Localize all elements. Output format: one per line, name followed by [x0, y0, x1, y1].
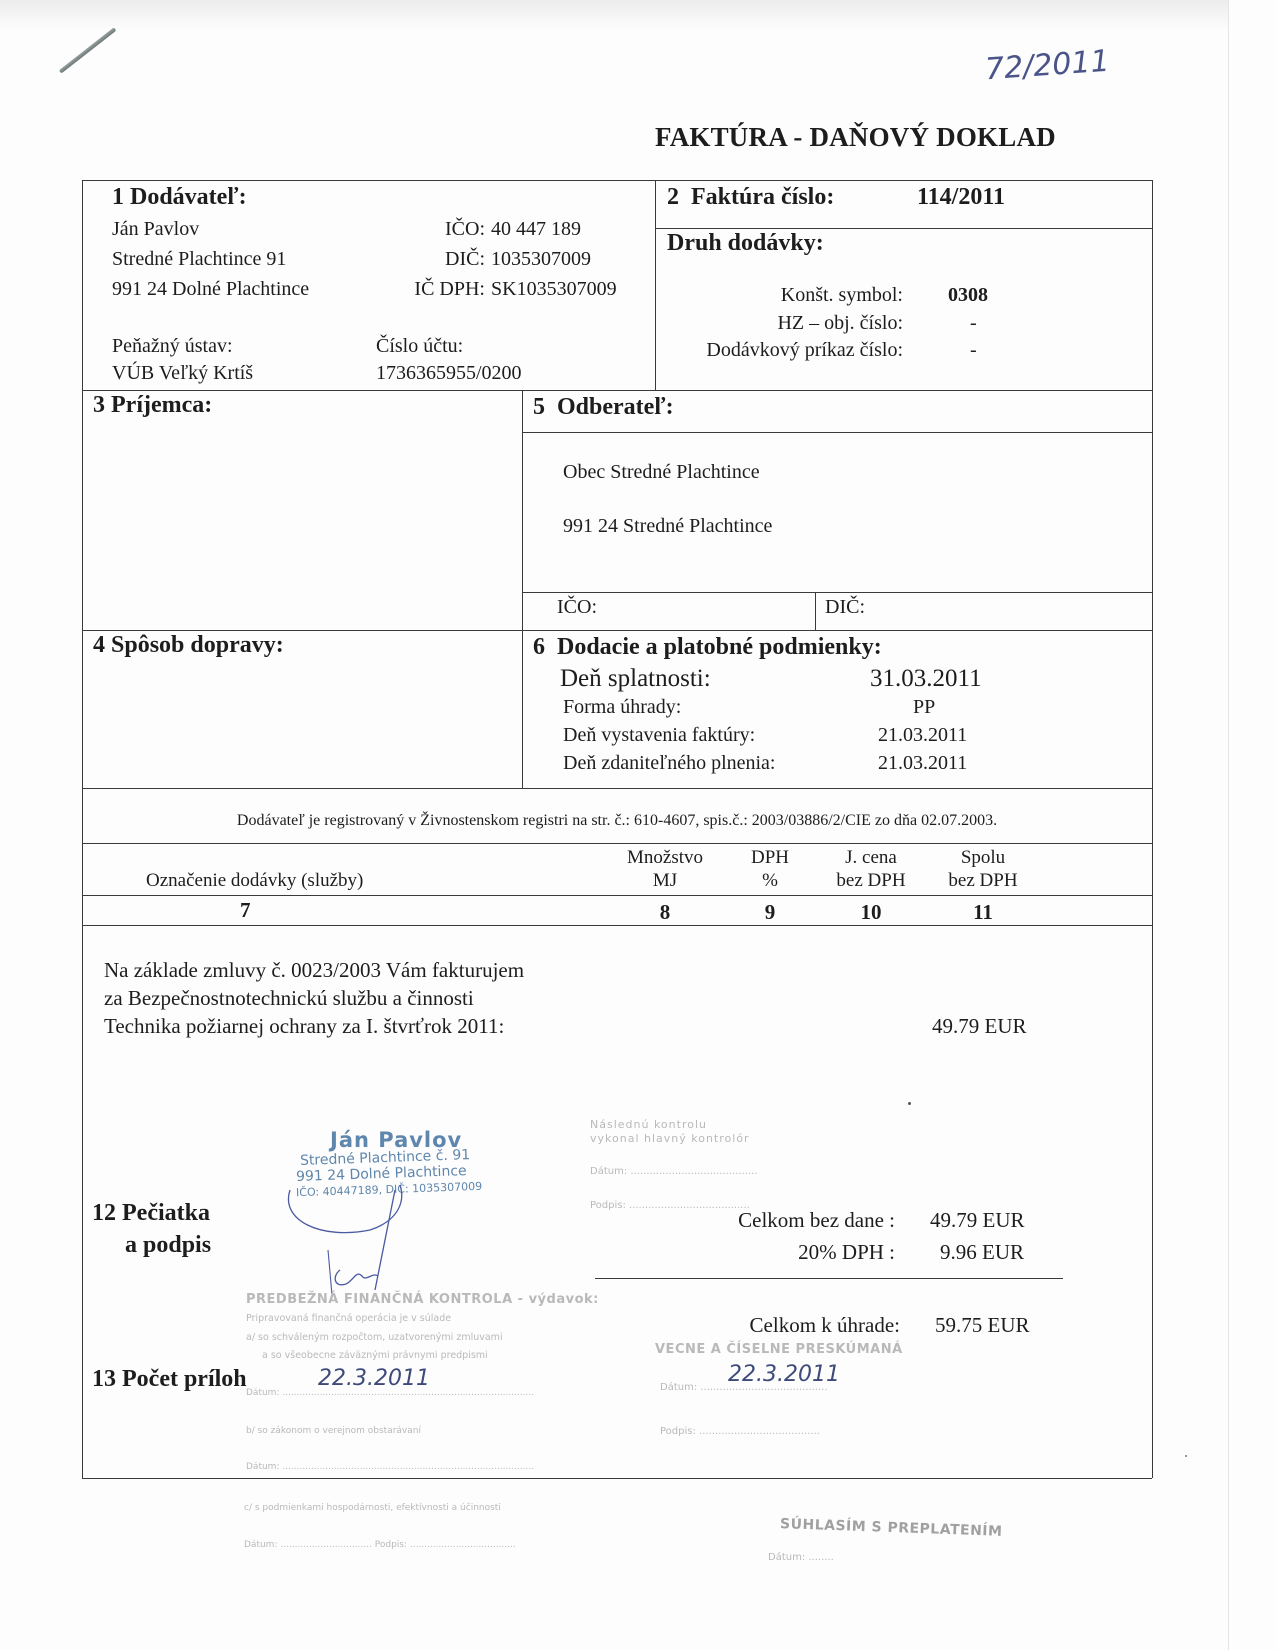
- signature-icon: [280, 1180, 430, 1300]
- supplier-dic-label: DIČ:: [445, 248, 485, 270]
- col-unit-1: J. cena: [845, 847, 897, 868]
- total-label: Celkom k úhrade:: [749, 1313, 900, 1337]
- seal-label-1: 12 Pečiatka: [92, 1200, 210, 1226]
- hz-label: HZ – obj. číslo:: [777, 312, 903, 334]
- payment-form: PP: [913, 696, 936, 718]
- customer-dic-label: DIČ:: [825, 596, 865, 618]
- seal-label-2: a podpis: [125, 1232, 212, 1258]
- col-vat-1: DPH: [750, 847, 789, 868]
- supplier-name: Ján Pavlov: [112, 218, 200, 240]
- handwritten-annotation: 72/2011: [983, 43, 1111, 88]
- customer-ico-label: IČO:: [557, 596, 597, 618]
- supplier-icdph: SK1035307009: [491, 278, 617, 300]
- total-amount: 59.75 EUR: [935, 1313, 1030, 1337]
- prelim-line-1: Pripravovaná finančná operácia je v súlade: [246, 1313, 452, 1324]
- terms-heading: 6 Dodacie a platobné podmienky:: [533, 634, 882, 660]
- supplier-ico: 40 447 189: [491, 218, 581, 240]
- attachments-label: 13 Počet príloh: [92, 1366, 247, 1392]
- scan-shadow: [0, 0, 1228, 30]
- item-desc-line-2: za Bezpečnostnotechnickú službu a činnosti: [104, 986, 474, 1010]
- control-line-1: Následnú kontrolu: [590, 1118, 707, 1131]
- prelim-line-c: c/ s podmienkami hospodárnosti, efektívnosti a účinnosti: [244, 1503, 501, 1513]
- control-date: Dátum: ........................................: [590, 1166, 758, 1177]
- delivery-order-value: -: [970, 339, 977, 361]
- transport-heading: 4 Spôsob dopravy:: [93, 632, 284, 658]
- const-symbol-label: Konšt. symbol:: [780, 284, 903, 306]
- handwritten-date: 22.3.2011: [318, 1366, 430, 1391]
- control-line-2: vykonal hlavný kontrolór: [590, 1132, 750, 1145]
- supplier-dic: 1035307009: [491, 248, 591, 270]
- col-num-9: 9: [764, 900, 776, 924]
- agree-date: Dátum: ........: [768, 1552, 834, 1563]
- invoice-number: 114/2011: [917, 184, 1006, 210]
- net-amount: 49.79 EUR: [930, 1208, 1025, 1232]
- hz-value: -: [970, 312, 977, 334]
- supplier-ico-label: IČO:: [445, 218, 485, 240]
- invoice-number-label: 2 Faktúra číslo:: [667, 184, 835, 210]
- col-num-8: 8: [659, 900, 671, 924]
- prelim-title: PREDBEŽNÁ FINANČNÁ KONTROLA - výdavok:: [246, 1292, 599, 1307]
- verified-sign: Podpis: ......................................: [660, 1426, 820, 1437]
- stamp-ids: IČO: 40447189, DIČ: 1035307009: [295, 1179, 483, 1200]
- document-title: FAKTÚRA - DAŇOVÝ DOKLAD: [655, 122, 1056, 152]
- net-label: Celkom bez dane :: [738, 1208, 895, 1232]
- control-sign: Podpis: ......................................: [590, 1200, 750, 1211]
- col-total-2: bez DPH: [948, 870, 1018, 891]
- supplier-account: 1736365955/0200: [376, 362, 522, 384]
- prelim-date-b: Dátum: ........................................................................................: [246, 1462, 535, 1472]
- col-num-11: 11: [973, 900, 993, 924]
- issue-date: 21.03.2011: [878, 724, 968, 746]
- prelim-date-a: Dátum: ........................................................................................: [246, 1388, 535, 1398]
- due-label: Deň splatnosti:: [560, 665, 711, 692]
- supplier-icdph-label: IČ DPH:: [414, 278, 485, 300]
- issue-label: Deň vystavenia faktúry:: [563, 724, 756, 746]
- stamp-street: Stredné Plachtince č. 91: [299, 1147, 471, 1169]
- due-date: 31.03.2011: [870, 665, 982, 692]
- supplier-account-label: Číslo účtu:: [376, 335, 464, 357]
- item-desc-line-3: Technika požiarnej ochrany za I. štvrťrok 2011:: [104, 1014, 505, 1038]
- vat-label: 20% DPH :: [798, 1240, 895, 1264]
- stray-dot: [908, 1102, 911, 1105]
- col-total-1: Spolu: [960, 847, 1006, 868]
- payment-label: Forma úhrady:: [563, 696, 682, 718]
- page-edge: [1228, 0, 1229, 1650]
- verified-date-label: Dátum: ........................................: [660, 1382, 828, 1393]
- prelim-line-2: a/ so schváleným rozpočtom, uzatvorenými zmluvami: [246, 1332, 503, 1343]
- supplier-city: 991 24 Dolné Plachtince: [112, 278, 310, 300]
- supplier-street: Stredné Plachtince 91: [112, 248, 287, 270]
- prelim-date-c: Dátum: ................................ Podpis: .....................................: [244, 1540, 516, 1550]
- col-desc: Označenie dodávky (služby): [146, 870, 364, 891]
- supplier-heading: 1 Dodávateľ:: [112, 184, 247, 210]
- stray-dot: [1185, 1455, 1187, 1457]
- agree-title: SÚHLASÍM S PREPLATENÍM: [779, 1516, 1003, 1540]
- customer-city: 991 24 Stredné Plachtince: [563, 515, 773, 537]
- item-amount: 49.79 EUR: [932, 1014, 1027, 1038]
- col-num-10: 10: [860, 900, 882, 924]
- stamp-name: Ján Pavlov: [330, 1128, 463, 1152]
- delivery-type-label: Druh dodávky:: [667, 230, 824, 256]
- verified-date-value: 22.3.2011: [728, 1362, 840, 1387]
- vat-amount: 9.96 EUR: [940, 1240, 1024, 1264]
- prelim-line-b: b/ so zákonom o verejnom obstarávaní: [246, 1426, 421, 1436]
- col-unit-2: bez DPH: [836, 870, 906, 891]
- taxable-date: 21.03.2011: [878, 752, 968, 774]
- const-symbol: 0308: [948, 284, 988, 306]
- col-qty-2: MJ: [652, 870, 678, 891]
- supplier-bank-label: Peňažný ústav:: [112, 335, 233, 357]
- registration-note: Dodávateľ je registrovaný v Živnostenskom registri na str. č.: 610-4607, spis.č.: 2003/03886/2/CIE zo dňa 02.07.2003.: [236, 812, 998, 829]
- delivery-order-label: Dodávkový príkaz číslo:: [706, 339, 903, 361]
- stamp-city: 991 24 Dolné Plachtince: [295, 1163, 467, 1185]
- supplier-bank: VÚB Veľký Krtíš: [112, 362, 254, 384]
- verified-title: VECNE A ČÍSELNE PRESKÚMANÁ: [655, 1342, 903, 1357]
- pen-mark: [59, 27, 117, 73]
- col-qty-1: Množstvo: [627, 847, 703, 868]
- item-desc-line-1: Na základe zmluvy č. 0023/2003 Vám fakturujem: [104, 958, 525, 982]
- customer-heading: 5 Odberateľ:: [533, 394, 674, 420]
- col-num-7: 7: [240, 898, 251, 922]
- customer-name: Obec Stredné Plachtince: [563, 461, 760, 483]
- taxable-label: Deň zdaniteľného plnenia:: [563, 752, 776, 774]
- col-vat-2: %: [762, 870, 778, 891]
- recipient-heading: 3 Príjemca:: [93, 392, 213, 418]
- prelim-line-3: a so všeobecne záväznými právnymi predpismi: [262, 1350, 488, 1361]
